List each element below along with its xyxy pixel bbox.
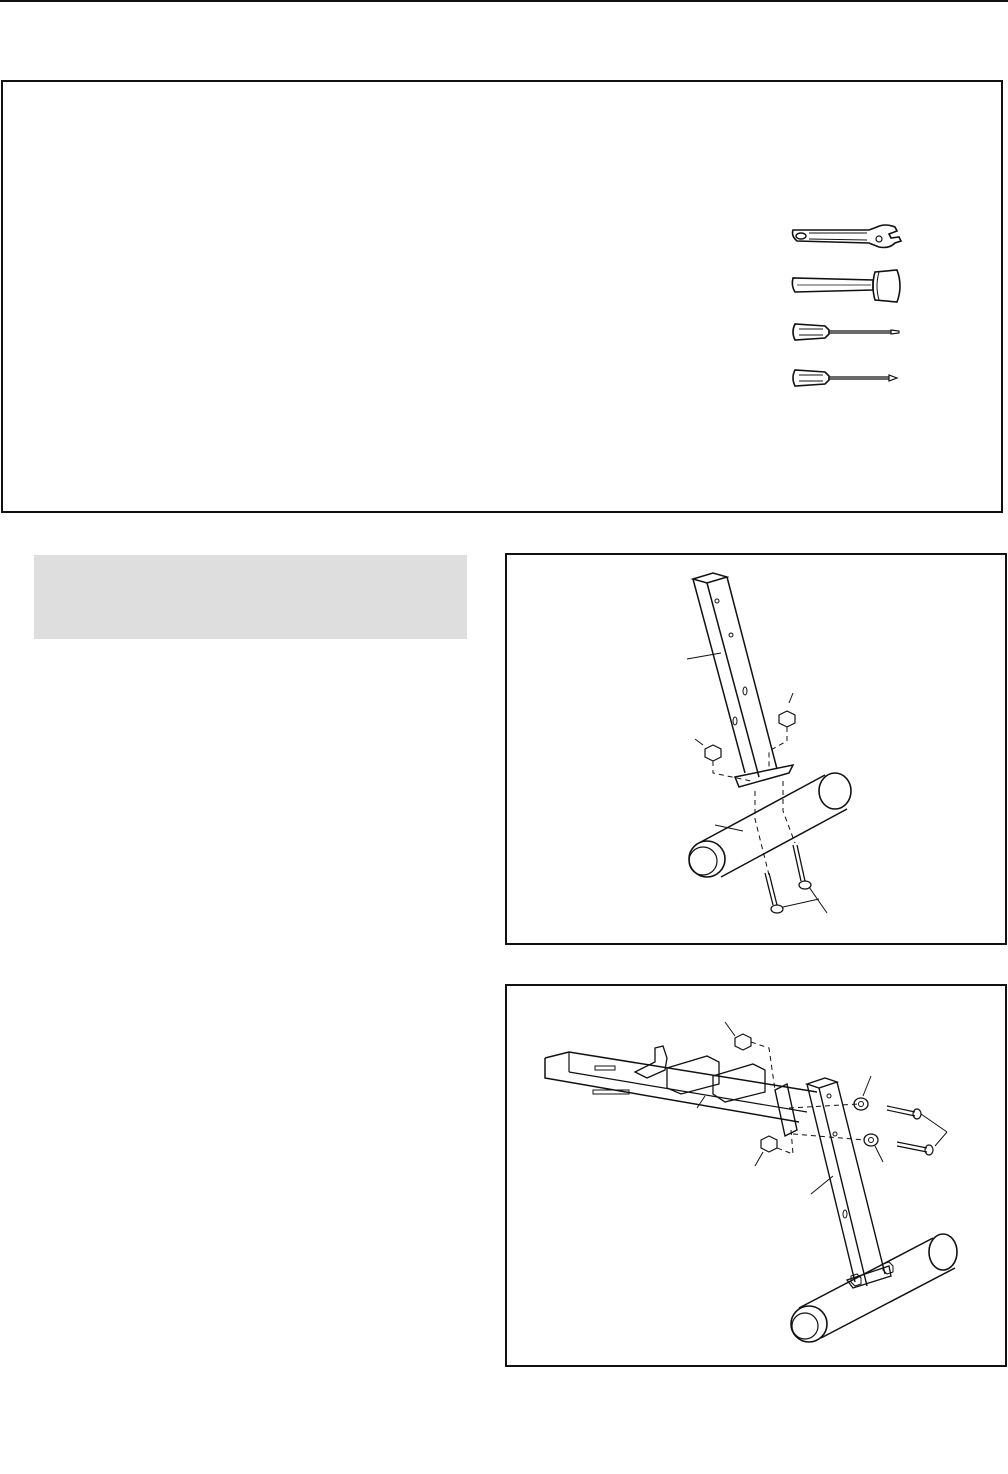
assembly-figure-1 [505, 553, 1007, 945]
step-header-panel [34, 555, 467, 639]
flathead-screwdriver-icon [789, 320, 907, 344]
top-rule [0, 0, 1008, 2]
phillips-screwdriver-icon [789, 366, 907, 390]
assembly-figure-2 [505, 984, 1007, 1367]
rubber-mallet-icon [789, 266, 907, 306]
adjustable-wrench-icon [789, 221, 907, 251]
tools-box [1, 80, 1003, 513]
